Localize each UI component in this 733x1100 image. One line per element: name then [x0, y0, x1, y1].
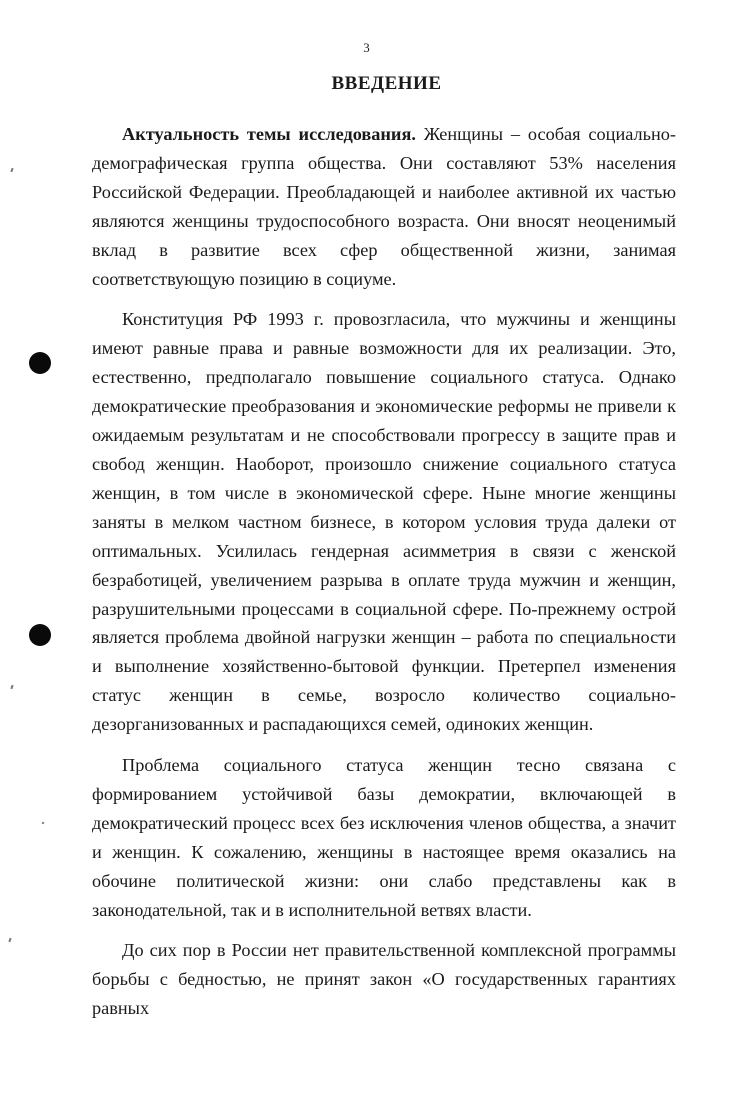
punch-hole-mark: [29, 624, 51, 646]
scan-speck: [10, 685, 13, 689]
paragraph-relevance: [92, 120, 676, 293]
scan-speck: [10, 168, 13, 172]
paragraph-democracy: Проблема социального статуса женщин тесно связана с формированием устойчивой базы демократии, включающей в демократический процесс всех без исключения членов общества, а значит и женщин. К сожалению, женщины в настоящее время оказались на обочине политической жизни: они слабо представлены как в законодательной, так и в исполнительной ветвях власти.: [92, 755, 676, 920]
paragraph-lead-in: Актуальность темы исследования.: [122, 124, 416, 144]
paragraph-poverty: До сих пор в России нет правительственной комплексной программы борьбы с бедностью, не принят закон «О государственных гарантиях равных: [92, 940, 676, 1019]
scan-speck: [42, 822, 45, 825]
punch-hole-mark: [29, 352, 51, 374]
paragraph-text: Женщины – особая социально-демографическая группа общества. Они составляют 53% населения Российской Федерации. Преобладающей и наиболее активной их частью являются женщины трудоспособного возраста. Они вносят неоценимый вклад в развитие всех сфер общественной жизни, занимая соответствующую позицию в социуме.: [92, 124, 676, 289]
scan-speck: [8, 938, 11, 942]
body-text: [92, 120, 676, 1035]
section-heading: ВВЕДЕНИЕ: [331, 73, 442, 94]
paragraph-constitution: Конституция РФ 1993 г. провозгласила, что мужчины и женщины имеют равные права и равные возможности для их реализации. Это, естественно, предполагало повышение социального статуса. Однако демократические преобразования и экономические реформы не привели к ожидаемым результатам и не способствовали прогрессу в защите прав и свобод женщин. Наоборот, произошло снижение социального статуса женщин, в том числе в экономической сфере. Ныне многие женщины заняты в мелком частном бизнесе, в котором условия труда далеки от оптимальных. Усилилась гендерная асимметрия в связи с женской безработицей, увеличением разрыва в оплате труда мужчин и женщин, разрушительными процессами в социальной сфере. По-прежнему острой является проблема двойной нагрузки женщин – работа по специальности и выполнение хозяйственно-бытовой функции. Претерпел изменения статус женщин в семье, возросло количество социально-дезорганизованных и распадающихся семей, одиноких женщин.: [92, 309, 676, 735]
page-number: 3: [363, 40, 370, 55]
